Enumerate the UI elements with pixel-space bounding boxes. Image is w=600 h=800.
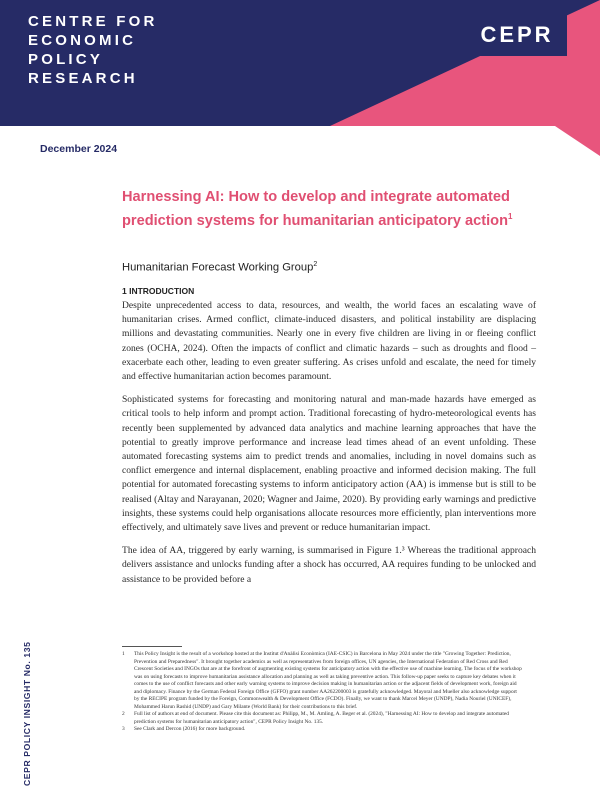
title-footnote-marker: 1 [508, 212, 513, 221]
paragraph: The idea of AA, triggered by early warning, is summarised in Figure 1.³ Whereas the traditional approach delivers assistance and unlocks funding after a shock has occurred, AA requires funding to be unlocked and assistance to be provided before a [122, 545, 536, 585]
footnote [122, 651, 522, 711]
paragraph: Despite unprecedented access to data, resources, and wealth, the world faces an escalating wave of humanitarian crises. Armed conflict, climate-induced disasters, and political instability are displacing millions and devastating communities. Nearly one in every five children are living in or fleeing conflict zones (OCHA, 2024). Often the impacts of conflict and climatic hazards – such as droughts and flood – exacerbate each other, leading to even greater suffering. As crises unfold and escalate, the need for timely and effective humanitarian action becomes paramount. [122, 300, 536, 383]
footnote [122, 711, 522, 726]
title-text: Harnessing AI: How to develop and integrate automated prediction systems for humanitarian anticipatory action [122, 189, 510, 229]
org-line: RESEARCH [28, 70, 138, 87]
author-group [122, 261, 317, 274]
footnote-text: This Policy Insight is the result of a workshop hosted at the Institut d'Anàlisi Econòmica (IAE-CSIC) in Barcelona in May 2024 under the title "Growing Together: Prediction, Prevention and Preparedness". It brought together academics as well as representatives from foreign offices, UN agencies, the International Federation of Red Cross and Red Crescent Societies and INGOs that are at the forefront of augmenting existing systems for anticipatory action with the effective use of machine learning. The focus of the workshop was on using forecasts to improve humanitarian assistance allocation and planning as well as taking preventive action. This follow-up paper seeks to capture key debates when it comes to the use of conflict forecasts and other early warning systems to improve decision making in humanitarian action or the adjacent fields of development work, foreign aid and diplomacy. Finance by the German Federal Foreign Office (GFFO) grant number AA262200003 is gratefully acknowledged. Mayoral and Mueller also acknowledge support by the RECIPE program funded by the Foreign, Commonwealth & Development Office (FCDO). Finally, we want to thank Marcel Meyer (UNDP), Nadia Nouriel (UNICEF), Mohammed Harun Rashid (UNDP) and Gary Milante (World Bank) for their contributions to this brief. [134, 651, 522, 710]
org-line: CENTRE FOR [28, 13, 158, 30]
footnote-divider [122, 646, 182, 647]
footnote-text: See Clark and Dercon (2016) for more background. [134, 726, 246, 732]
org-line: ECONOMIC [28, 32, 137, 49]
footnote-number: 1 [122, 651, 125, 657]
author-footnote-marker: 2 [313, 261, 318, 268]
footnote [122, 726, 522, 734]
footnote-text: Full list of authors at end of document. Please cite this document as: Philipp, M., M. Amling, A. Beger et al. (2024), "Harnessing AI: How to develop and integrate automated prediction systems for humanitarian anticipatory action", CEPR Policy Insight No. 135. [134, 711, 509, 725]
org-line: POLICY [28, 51, 104, 68]
org-logo-text [28, 12, 158, 88]
author-group-text: Humanitarian Forecast Working Group [122, 261, 314, 274]
footnote-number: 3 [122, 726, 125, 732]
footnote-number: 2 [122, 711, 125, 717]
footnotes [122, 651, 522, 734]
publication-date: December 2024 [40, 143, 118, 155]
paragraph: Sophisticated systems for forecasting and monitoring natural and man-made hazards have emerged as critical tools to help inform and prompt action. Traditional forecasting of hydro-meteorological events has recently been supplemented by advanced data analytics and machine learning approaches that have the potential to greatly improve performance and increase lead times ahead of an event unfolding. These automated forecasting systems aim to predict trends and anomalies, including in novel domains such as conflict emergence and internal displacement, enabling proactive and informed decision making. The full potential for automated forecasting systems to inform anticipatory action (AA) is immense but is still to be realised (Altay and Narayanan, 2020; Wagner and Jaime, 2020). By providing early warnings and predictive insights, these systems could help organisations allocate resources more efficiently, plan interventions more effectively, and ultimately save lives and prevent or reduce humanitarian impact. [122, 394, 536, 534]
cepr-logo-badge: CEPR [467, 14, 567, 56]
body-text [122, 299, 536, 596]
section-heading: 1 INTRODUCTION [122, 286, 195, 296]
series-label: CEPR POLICY INSIGHT No. 135 [22, 641, 32, 786]
document-title [122, 187, 522, 231]
